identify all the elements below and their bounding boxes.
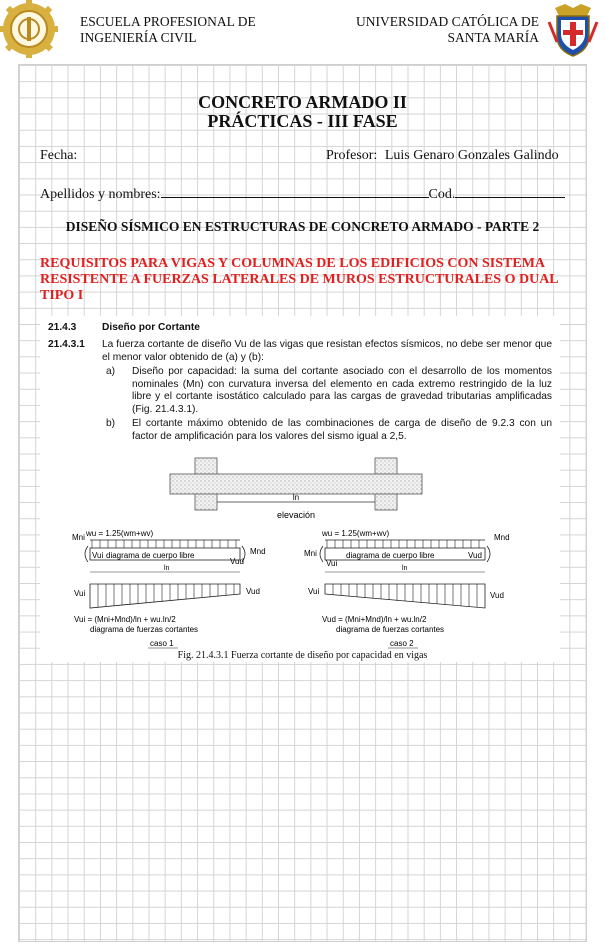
apellidos-row xyxy=(40,183,565,203)
elevation-label: elevación xyxy=(276,510,316,520)
case-1-diagram xyxy=(72,529,266,648)
item-a-text: Diseño por capacidad: la suma del cortante asociado con el desarrollo de los momentos nominales (Mn) con curvatura inversa del elemento en cada extremo restringido de la luz libre y el cortante isostático calculado para las cargas de gravedad tributarias amplificadas (Fig. 21.4.3.1). xyxy=(132,366,552,415)
case2-vud-fbd: Vud xyxy=(468,551,482,560)
university-line-1: UNIVERSIDAD CATÓLICA DE xyxy=(356,14,539,29)
case2-label: caso 2 xyxy=(390,639,414,648)
fecha-label: Fecha: xyxy=(40,148,78,163)
elevation-ln: ln xyxy=(292,493,300,502)
cod-field[interactable] xyxy=(455,183,565,198)
case1-load: wu = 1.25(wm+wv) xyxy=(86,529,154,538)
shear-design-figure xyxy=(40,448,560,660)
case1-ln: ln xyxy=(164,565,170,572)
page-header xyxy=(0,0,605,60)
case2-vui-sfd: Vui xyxy=(308,587,320,596)
profesor-row xyxy=(326,148,559,164)
item-b-label: b) xyxy=(106,418,116,429)
university-crest-logo xyxy=(547,2,599,58)
apellidos-field[interactable] xyxy=(161,183,429,198)
code-excerpt xyxy=(40,316,560,662)
profesor-name: Luis Genaro Gonzales Galindo xyxy=(384,148,559,163)
case2-sfd-label: diagrama de fuerzas cortantes xyxy=(336,625,445,634)
case2-vud-sfd: Vud xyxy=(490,591,504,600)
beam xyxy=(170,474,422,494)
beam-elevation xyxy=(170,458,422,520)
case1-vud-fbd: Vud xyxy=(230,557,244,566)
school-line-1: ESCUELA PROFESIONAL DE xyxy=(80,14,256,29)
school-line-2: INGENIERÍA CIVIL xyxy=(80,30,197,45)
case2-fbd: diagrama de cuerpo libre xyxy=(346,551,435,560)
case1-vui-fbd: Vui xyxy=(92,551,104,560)
section-subtitle: DISEÑO SÍSMICO EN ESTRUCTURAS DE CONCRETO ARMADO - PARTE 2 xyxy=(65,219,540,234)
practice-title: PRÁCTICAS - III FASE xyxy=(207,111,398,131)
university-line-2: SANTA MARÍA xyxy=(447,30,539,45)
course-title: CONCRETO ARMADO II xyxy=(198,92,407,112)
item-b-text: El cortante máximo obtenido de las combinaciones de carga de diseño de 9.2.3 con un factor de amplificación para los valores del sismo igual a 2,5. xyxy=(132,418,552,442)
case2-vui-fbd: Vui xyxy=(326,559,338,568)
case2-load: wu = 1.25(wm+wv) xyxy=(322,529,390,538)
case-2-diagram xyxy=(304,529,510,648)
section-number: 21.4.3 xyxy=(48,322,77,333)
cod-label: Cod. xyxy=(428,187,456,202)
university-name xyxy=(356,14,539,46)
case1-mni: Mni xyxy=(72,533,85,542)
case1-fbd: diagrama de cuerpo libre xyxy=(106,551,195,560)
case1-sfd-label: diagrama de fuerzas cortantes xyxy=(90,625,199,634)
school-name xyxy=(80,14,256,46)
item-a-label: a) xyxy=(106,366,116,377)
subsection-number: 21.4.3.1 xyxy=(48,339,85,350)
case2-mnd: Mnd xyxy=(494,533,510,542)
case2-formula: Vud = (Mni+Mnd)/ln + wu.ln/2 xyxy=(322,615,427,624)
case1-formula: Vui = (Mni+Mnd)/ln + wu.ln/2 xyxy=(74,615,176,624)
figure-caption: Fig. 21.4.3.1 Fuerza cortante de diseño por capacidad en vigas xyxy=(177,650,428,661)
case1-mnd: Mnd xyxy=(250,547,266,556)
profesor-label: Profesor: xyxy=(326,148,378,163)
case2-ln: ln xyxy=(402,565,408,572)
case1-vud-sfd: Vud xyxy=(246,587,260,596)
case1-vui-sfd: Vui xyxy=(74,589,86,598)
engineering-gear-logo xyxy=(0,0,58,58)
intro-paragraph: La fuerza cortante de diseño Vu de las vigas que resistan efectos sísmicos, no debe ser menor que el menor valor obtenido de (a) y (b): xyxy=(102,339,552,363)
section-title: Diseño por Cortante xyxy=(102,322,200,333)
case1-label: caso 1 xyxy=(150,639,174,648)
apellidos-label: Apellidos y nombres: xyxy=(40,187,161,202)
requirements-heading: REQUISITOS PARA VIGAS Y COLUMNAS DE LOS EDIFICIOS CON SISTEMA RESISTENTE A FUERZAS LATERALES DE MUROS ESTRUCTURALES O DUAL TIPO I xyxy=(40,256,558,303)
case2-mni: Mni xyxy=(304,549,317,558)
